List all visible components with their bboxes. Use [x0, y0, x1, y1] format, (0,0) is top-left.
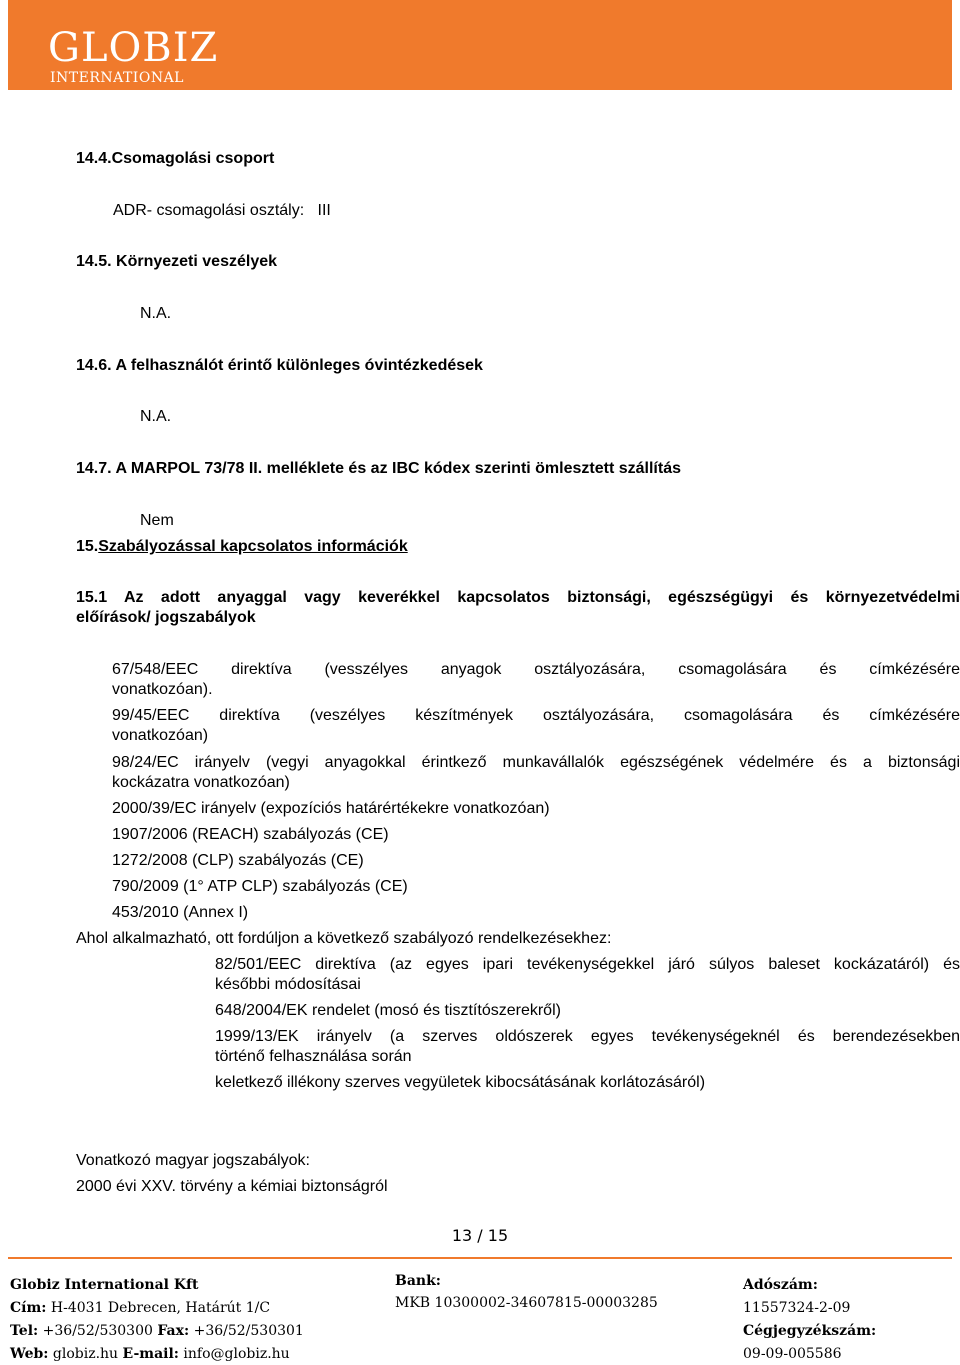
hungarian-law: 2000 évi XXV. törvény a kémiai biztonságról: [76, 1178, 388, 1195]
footer-tax-value: 11557324-2-09: [743, 1300, 851, 1316]
footer-web-link[interactable]: globiz.hu: [52, 1346, 119, 1362]
regulation-item: 1907/2006 (REACH) szabályozás (CE): [112, 826, 389, 843]
regulation-line2: kockázatra vonatkozóan): [112, 774, 290, 791]
applicable-line2: későbbi módosításai: [215, 976, 361, 993]
footer-address: [10, 1299, 270, 1317]
section-15-title: Szabályozással kapcsolatos információk: [98, 538, 408, 555]
regulation-line1: 67/548/EEC direktíva (vesszélyes anyagok osztályozására, csomagolására és címkézésére: [112, 661, 960, 678]
footer-address-label: Cím:: [10, 1300, 47, 1316]
section-14-5-title: 14.5. Környezeti veszélyek: [76, 253, 278, 270]
footer-fax-label: Fax:: [157, 1323, 190, 1339]
applicable-line1: 82/501/EEC direktíva (az egyes ipari tevékenységekkel járó súlyos baleset kockázatáról) és: [215, 956, 960, 973]
footer-fax-value: +36/52/530301: [193, 1323, 304, 1339]
footer-company: Globiz International Kft: [10, 1277, 199, 1293]
footer-web-label: Web:: [10, 1346, 49, 1362]
regulation-line2: vonatkozóan).: [112, 681, 213, 698]
regulation-item: 790/2009 (1° ATP CLP) szabályozás (CE): [112, 878, 408, 895]
section-14-4-value: ADR- csomagolási osztály: III: [113, 202, 331, 219]
footer-address-value: H-4031 Debrecen, Határút 1/C: [50, 1300, 271, 1316]
footer-email-label: E-mail:: [122, 1346, 179, 1362]
footer-registry-label: Cégjegyzékszám:: [743, 1323, 877, 1339]
section-14-6-value: N.A.: [140, 408, 172, 425]
section-14-5-value: N.A.: [140, 305, 172, 322]
footer-web: [10, 1345, 290, 1363]
regulation-item: [112, 660, 960, 700]
footer-tax-label: Adószám:: [743, 1277, 818, 1293]
footer-phone: [10, 1322, 304, 1340]
applicable-item: [215, 955, 960, 995]
applicable-item: 648/2004/EK rendelet (mosó és tisztítószerekről): [215, 1002, 561, 1019]
footer-bank-value: MKB 10300002-34607815-00003285: [395, 1295, 658, 1311]
applicable-item: keletkező illékony szerves vegyületek kibocsátásának korlátozásáról): [215, 1074, 706, 1091]
section-15-1-line1: 15.1 Az adott anyaggal vagy keverékkel kapcsolatos biztonsági, egészségügyi és környezetvédelmi: [76, 589, 960, 606]
hungarian-laws-title: Vonatkozó magyar jogszabályok:: [76, 1152, 310, 1169]
logo-main-text: GLOBIZ: [48, 25, 219, 71]
logo-sub-text: INTERNATIONAL: [50, 70, 184, 86]
regulation-line1: 99/45/EEC direktíva (veszélyes készítmények osztályozására, csomagolására és címkézésére: [112, 707, 960, 724]
footer-registry-value: 09-09-005586: [743, 1346, 842, 1362]
footer-email-link[interactable]: info@globiz.hu: [183, 1346, 290, 1362]
section-15-heading: [76, 537, 408, 557]
header-banner: [8, 0, 952, 90]
footer-divider: [8, 1257, 952, 1259]
regulation-item: [112, 753, 960, 793]
company-logo: [48, 25, 219, 86]
regulation-item: 1272/2008 (CLP) szabályozás (CE): [112, 852, 364, 869]
section-15-1-title: [76, 588, 960, 628]
footer-bank-label: Bank:: [395, 1273, 441, 1289]
section-15-1-line2: előírások/ jogszabályok: [76, 609, 256, 626]
applicable-intro: Ahol alkalmazható, ott fordúljon a következő szabályozó rendelkezésekhez:: [76, 930, 612, 947]
section-14-7-value: Nem: [140, 512, 174, 529]
regulation-line1: 98/24/EC irányelv (vegyi anyagokkal érintkező munkavállalók egészségének védelmére és a biztonsági: [112, 754, 960, 771]
regulation-item: 2000/39/EC irányelv (expozíciós határértékekre vonatkozóan): [112, 800, 550, 817]
section-14-4-title: 14.4.Csomagolási csoport: [76, 150, 275, 167]
footer-tel-value: +36/52/530300: [42, 1323, 153, 1339]
footer-tel-label: Tel:: [10, 1323, 39, 1339]
section-14-6-title: 14.6. A felhasználót érintő különleges óvintézkedések: [76, 357, 483, 374]
page-number: 13 / 15: [451, 1226, 509, 1245]
regulation-item: 453/2010 (Annex I): [112, 904, 249, 921]
regulation-item: [112, 706, 960, 746]
applicable-item: [215, 1027, 960, 1067]
applicable-line1: 1999/13/EK irányelv (a szerves oldószerek egyes tevékenységeknél és berendezésekben: [215, 1028, 960, 1045]
regulation-line2: vonatkozóan): [112, 727, 209, 744]
section-14-7-title: 14.7. A MARPOL 73/78 II. melléklete és az IBC kódex szerinti ömlesztett szállítás: [76, 460, 681, 477]
applicable-line2: történő felhasználása során: [215, 1048, 412, 1065]
section-15-number: 15.: [76, 538, 99, 555]
